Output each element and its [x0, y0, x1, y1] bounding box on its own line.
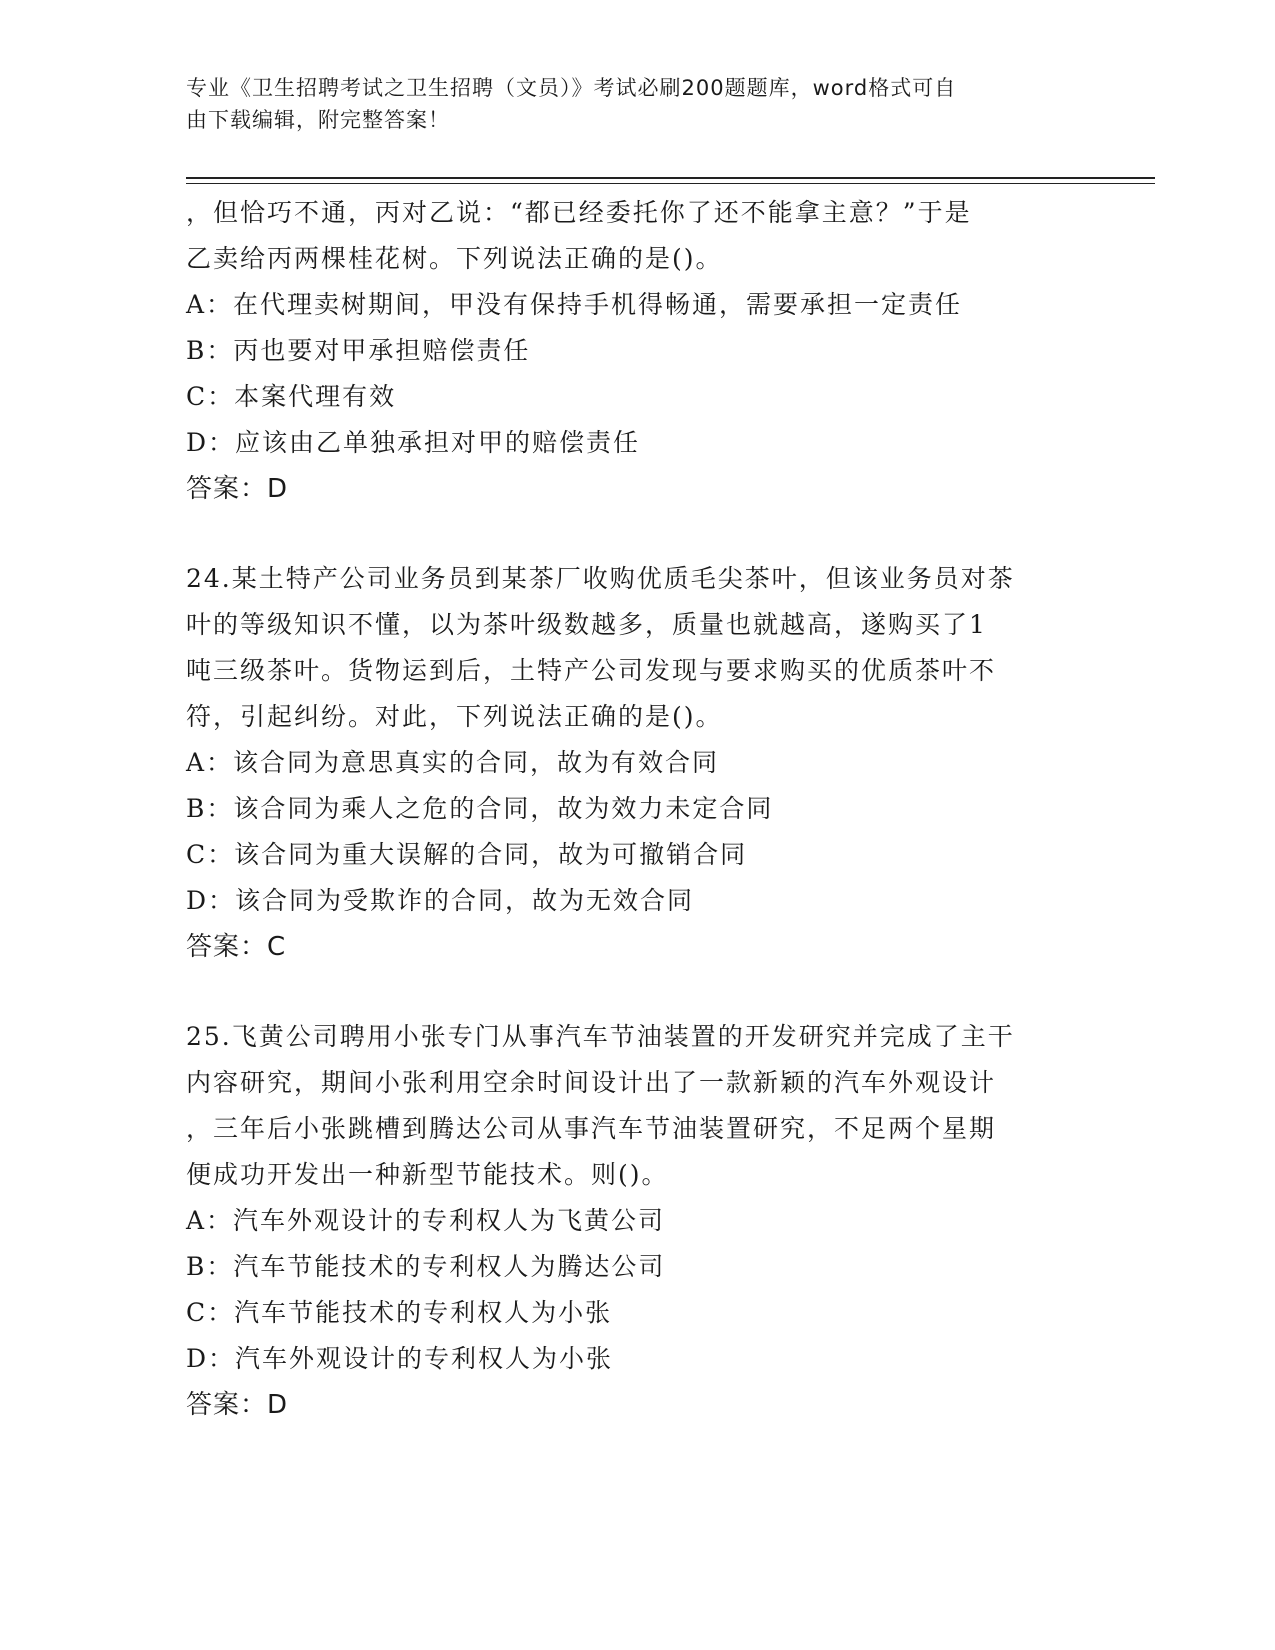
option-b: B：该合同为乘人之危的合同，故为效力未定合同 — [186, 794, 774, 823]
option-b: B：汽车节能技术的专利权人为腾达公司 — [186, 1252, 666, 1281]
option-c: C：该合同为重大误解的合同，故为可撤销合同 — [186, 840, 748, 869]
header-divider — [186, 177, 1155, 179]
question-stem-line: 吨三级茶叶。货物运到后，土特产公司发现与要求购买的优质茶叶不 — [186, 656, 997, 685]
option-a: A：汽车外观设计的专利权人为飞黄公司 — [186, 1206, 666, 1235]
answer-line: 答案：C — [186, 932, 287, 962]
option-d: D：该合同为受欺诈的合同，故为无效合同 — [186, 886, 695, 915]
document-body — [186, 190, 1086, 1428]
option-d: D：汽车外观设计的专利权人为小张 — [186, 1344, 614, 1373]
question-stem-line: 叶的等级知识不懂，以为茶叶级数越多，质量也就越高，遂购买了1 — [186, 610, 987, 639]
option-c: C：汽车节能技术的专利权人为小张 — [186, 1298, 613, 1327]
question-23 — [186, 190, 1086, 512]
question-stem-line: 24.某土特产公司业务员到某茶厂收购优质毛尖茶叶，但该业务员对茶 — [186, 564, 1015, 593]
question-spacer — [186, 970, 1086, 1014]
question-stem-line: 内容研究，期间小张利用空余时间设计出了一款新颖的汽车外观设计 — [186, 1068, 997, 1097]
question-stem-line: ，三年后小张跳槽到腾达公司从事汽车节油装置研究，不足两个星期 — [186, 1114, 997, 1143]
option-a: A：在代理卖树期间，甲没有保持手机得畅通，需要承担一定责任 — [186, 290, 963, 319]
question-spacer — [186, 512, 1086, 556]
answer-line: 答案：D — [186, 1390, 289, 1420]
question-24 — [186, 556, 1086, 970]
header-line: 由下载编辑，附完整答案！ — [186, 108, 450, 132]
question-stem-line: 25.飞黄公司聘用小张专门从事汽车节油装置的开发研究并完成了主干 — [186, 1022, 1015, 1051]
option-d: D：应该由乙单独承担对甲的赔偿责任 — [186, 428, 641, 457]
option-c: C：本案代理有效 — [186, 382, 397, 411]
question-stem-line: ，但恰巧不通，丙对乙说：“都已经委托你了还不能拿主意？”于是 — [186, 198, 972, 227]
option-b: B：丙也要对甲承担赔偿责任 — [186, 336, 531, 365]
document-header — [186, 72, 1066, 136]
question-25 — [186, 1014, 1086, 1428]
header-divider-thin — [186, 183, 1155, 184]
question-stem-line: 符，引起纠纷。对此，下列说法正确的是()。 — [186, 702, 723, 731]
question-stem-line: 便成功开发出一种新型节能技术。则()。 — [186, 1160, 669, 1189]
answer-line: 答案：D — [186, 474, 289, 504]
option-a: A：该合同为意思真实的合同，故为有效合同 — [186, 748, 720, 777]
header-line: 专业《卫生招聘考试之卫生招聘（文员）》考试必刷200题题库，word格式可自 — [186, 76, 957, 100]
question-stem-line: 乙卖给丙两棵桂花树。下列说法正确的是()。 — [186, 244, 723, 273]
